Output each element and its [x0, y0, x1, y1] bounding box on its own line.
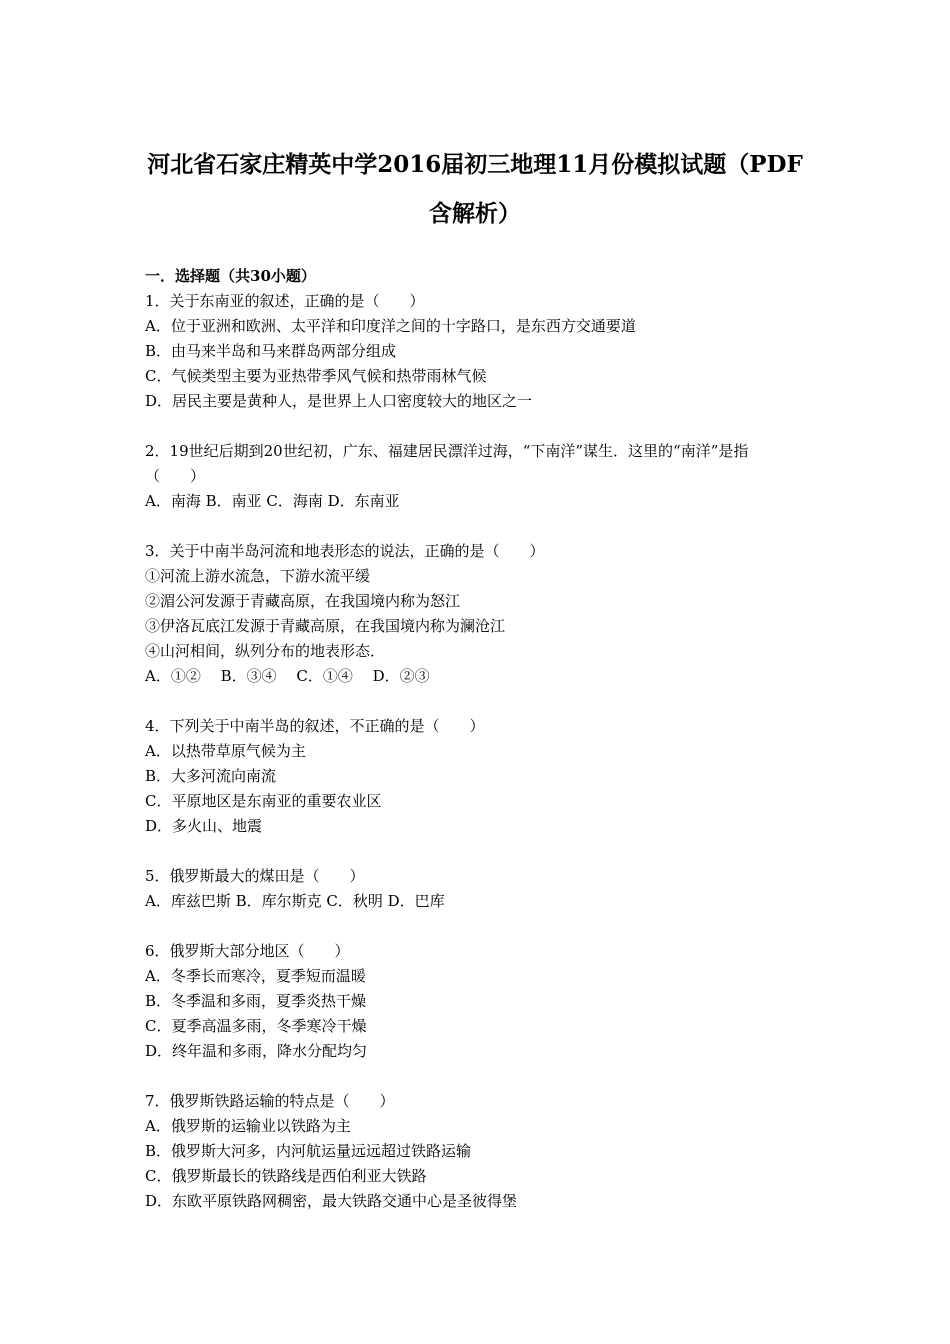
question-4-option-d: D．多火山、地震: [145, 817, 263, 835]
question-7-option-d: D．东欧平原铁路网稠密，最大铁路交通中心是圣彼得堡: [145, 1192, 518, 1210]
question-4-stem: 4．下列关于中南半岛的叙述，不正确的是（ ）: [145, 717, 485, 735]
question-3-statement-1: ①河流上游水流急，下游水流平缓: [145, 567, 371, 585]
section-heading: 一．选择题（共30小题）: [145, 267, 316, 285]
question-4-option-c: C．平原地区是东南亚的重要农业区: [145, 792, 382, 810]
question-3-statement-2: ②湄公河发源于青藏高原，在我国境内称为怒江: [145, 592, 461, 610]
question-7: [145, 1089, 825, 1214]
document-title-line-1: 河北省石家庄精英中学2016届初三地理11月份模拟试题（PDF: [147, 151, 803, 178]
question-2-options: A．南海 B．南亚 C．海南 D．东南亚: [145, 492, 400, 510]
question-1-option-d: D．居民主要是黄种人，是世界上人口密度较大的地区之一: [145, 392, 533, 410]
question-1-option-a: A．位于亚洲和欧洲、太平洋和印度洋之间的十字路口，是东西方交通要道: [145, 317, 636, 335]
question-4-option-b: B．大多河流向南流: [145, 767, 277, 785]
question-7-option-c: C．俄罗斯最长的铁路线是西伯利亚大铁路: [145, 1167, 427, 1185]
question-5-options: A．库兹巴斯 B．库尔斯克 C．秋明 D．巴库: [145, 892, 445, 910]
question-6: [145, 939, 825, 1064]
question-5-stem: 5．俄罗斯最大的煤田是（ ）: [145, 867, 365, 885]
question-3-options: A．①② B．③④ C．①④ D．②③: [145, 667, 430, 685]
question-6-option-a: A．冬季长而寒冷，夏季短而温暖: [145, 967, 366, 985]
document-content: [145, 264, 825, 1239]
question-1-stem: 1．关于东南亚的叙述，正确的是（ ）: [145, 292, 425, 310]
question-5: [145, 864, 825, 914]
question-2-stem-continued: （ ）: [145, 467, 206, 485]
question-7-stem: 7．俄罗斯铁路运输的特点是（ ）: [145, 1092, 395, 1110]
question-1: [145, 289, 825, 414]
question-1-option-b: B．由马来半岛和马来群岛两部分组成: [145, 342, 397, 360]
question-7-option-b: B．俄罗斯大河多，内河航运量远远超过铁路运输: [145, 1142, 472, 1160]
question-6-option-c: C．夏季高温多雨，冬季寒冷干燥: [145, 1017, 367, 1035]
question-3-statement-3: ③伊洛瓦底江发源于青藏高原，在我国境内称为澜沧江: [145, 617, 506, 635]
question-6-option-d: D．终年温和多雨，降水分配均匀: [145, 1042, 368, 1060]
question-3-stem: 3．关于中南半岛河流和地表形态的说法，正确的是（ ）: [145, 542, 545, 560]
question-6-stem: 6．俄罗斯大部分地区（ ）: [145, 942, 350, 960]
question-4: [145, 714, 825, 839]
question-3-statement-4: ④山河相间，纵列分布的地表形态．: [145, 642, 386, 660]
question-4-option-a: A．以热带草原气候为主: [145, 742, 306, 760]
question-3: [145, 539, 825, 689]
question-7-option-a: A．俄罗斯的运输业以铁路为主: [145, 1117, 351, 1135]
question-2: [145, 439, 825, 514]
question-6-option-b: B．冬季温和多雨，夏季炎热干燥: [145, 992, 367, 1010]
document-title-line-2: 含解析）: [429, 200, 521, 227]
question-1-option-c: C．气候类型主要为亚热带季风气候和热带雨林气候: [145, 367, 487, 385]
question-2-stem: 2．19世纪后期到20世纪初，广东、福建居民漂洋过海，“下南洋”谋生．这里的“南洋”是指: [145, 442, 749, 460]
